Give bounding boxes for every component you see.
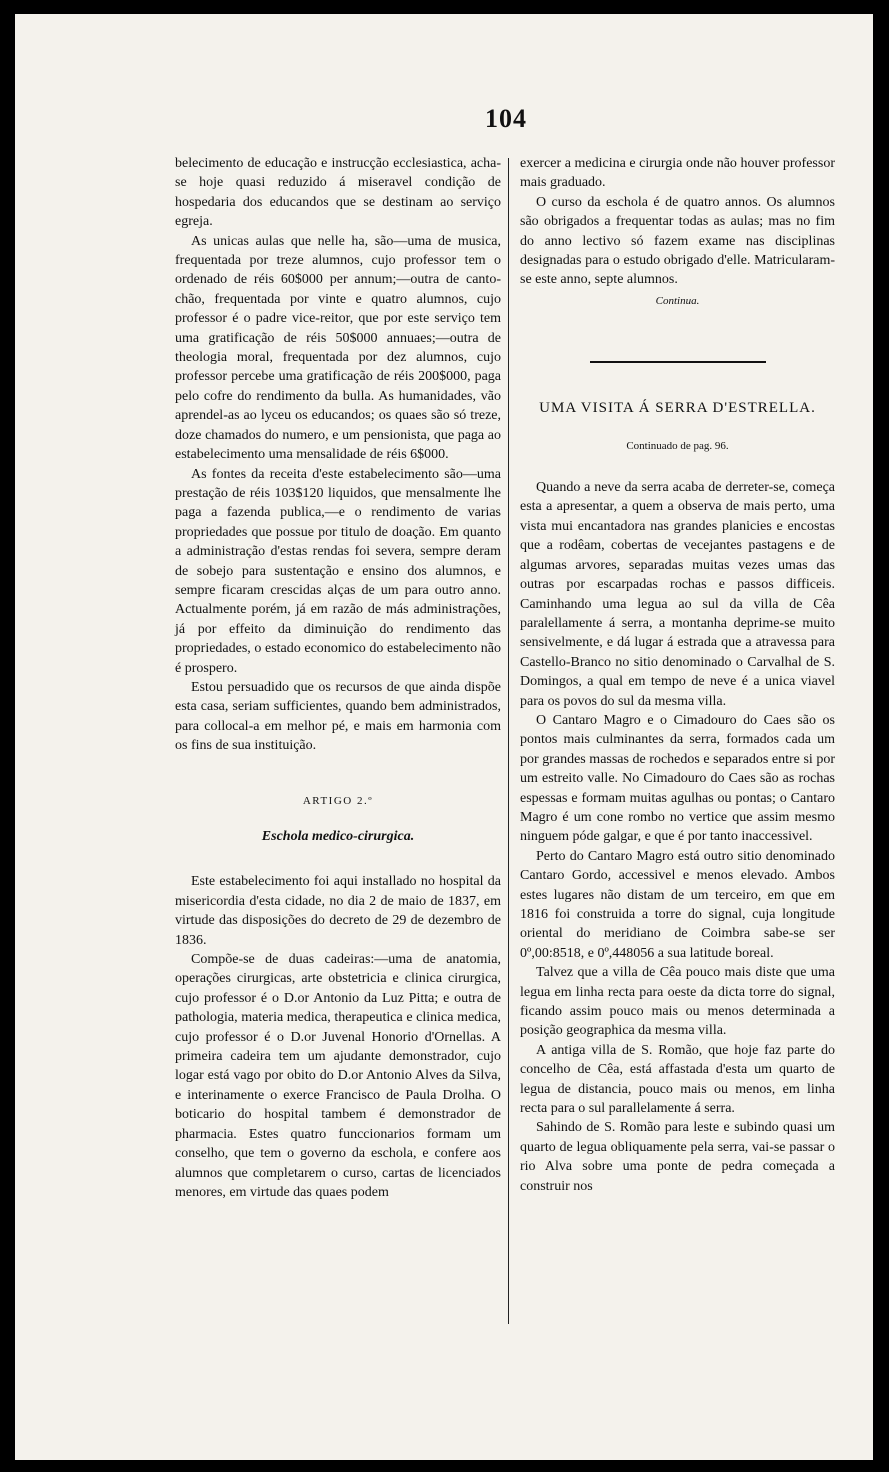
paragraph: Este estabelecimento foi aqui installado no hospital da misericordia d'esta cidade, no dia 2 de maio de 1837, em virtude das disposições do decreto de 29 de dezembro de 1836.	[175, 874, 501, 948]
page-number: 104	[485, 104, 527, 133]
paragraph: A antiga villa de S. Romão, que hoje faz parte do concelho de Cêa, está affastada d'esta um quarto de legua de distancia, pouco mais ou menos, em linha recta para o sul parallelamente á serra.	[520, 1042, 835, 1117]
paragraph: belecimento de educação e instrucção ecclesiastica, acha-se hoje quasi reduzido á miseravel condição de hospedaria dos educandos que se destinam ao serviço egreja.	[175, 156, 501, 230]
paragraph: Quando a neve da serra acaba de derreter-se, começa esta a apresentar, a quem a observa de mais perto, uma vista mui encantadora nas grandes planicies e encostas que a rodêam, cobertas de vecejantes pastagens e de algumas arvores, separadas muitas vezes umas das outras por escarpadas rochas e passos difficeis. Caminhando uma legua ao sul da villa de Cêa paralellamente á serra, a montanha deprime-se muito sensivelmente, e dá lugar á estrada que a atravessa para Castello-Branco no sitio denominado o Carvalhal de S. Domingos, a qual em tempo de neve é a unica viavel para os povos do sul da mesma villa.	[520, 480, 835, 709]
paragraph: Estou persuadido que os recursos de que ainda dispõe esta casa, seriam sufficientes, quando bem administrados, para collocal-a em melhor pé, e mais em harmonia com os fins de sua instituição.	[175, 679, 501, 754]
column-divider	[508, 158, 509, 1324]
paragraph: O curso da eschola é de quatro annos. Os alumnos são obrigados a frequentar todas as aulas; mas no fim do anno lectivo só fazem exame nas disciplinas designadas para o estudo obrigado d'elle. Matricularam-se este anno, septe alumnos.	[520, 194, 835, 288]
article-subheading: Eschola medico-cirurgica.	[261, 829, 415, 844]
paragraph: As fontes da receita d'este estabelecimento são—uma prestação de réis 103$120 liquidos, que mensalmente lhe paga a fazenda publica,—e o rendimento de varias propriedades que possue por titulo de doação. Em quanto a administração d'estas rendas foi severa, sempre deram de sobejo para sustentação e ensino dos alumnos, e sempre ficaram crescidas alças de um para outro anno. Actualmente porém, já em razão de más administrações, já por effeito da diminuição do rendimento das propriedades, o estado economico do estabelecimento não é prospero.	[175, 466, 501, 676]
paragraph: Sahindo de S. Romão para leste e subindo quasi um quarto de legua obliquamente pela serra, vai-se passar o rio Alva sobre uma ponte de pedra começada a construir nos	[520, 1120, 835, 1194]
continua-note: Continua.	[655, 294, 700, 307]
paragraph: O Cantaro Magro e o Cimadouro do Caes são os pontos mais culminantes da serra, formados cada um por grandes massas de rochedos e separados entre si por um estreito valle. No Cimadouro do Caes são as rochas espessas e formam muitas agulhas ou pontas; o Cantaro Magro é um cone rombo no vertice que assim mesmo ninguem póde galgar, e que é por tanto inaccessivel.	[520, 712, 835, 845]
section-divider	[590, 361, 766, 363]
article-title: UMA VISITA Á SERRA D'ESTRELLA.	[539, 400, 816, 417]
paragraph: Perto do Cantaro Magro está outro sitio denominado Cantaro Gordo, accessivel e menos elevado. Ambos estes lugares não distam de um terceiro, em que em 1816 foi construida a torre do signal, cuja longitude oriental do meridiano de Coimbra sabe-se ser 0º,00:8518, e 0º,448056 a sua latitude boreal.	[520, 848, 835, 961]
paragraph: Compõe-se de duas cadeiras:—uma de anatomia, operações cirurgicas, arte obstetricia e clinica cirurgica, cujo professor é o D.or Antonio da Luz Pitta; e outra de pathologia, materia medica, therapeutica e clinica medica, cujo professor é o D.or Juvenal Honorio d'Ornellas. A primeira cadeira tem um ajudante demonstrador, cujo logar está vago por obito do D.or Antonio Alves da Silva, e interinamente o exerce Francisco de Paula Drolha. O boticario do hospital tambem é demonstrador de pharmacia. Estes quatro funccionarios formam um conselho, que tem o governo da eschola, e confere aos alumnos que completarem o curso, cartas de licenciados menores, em virtude das quaes podem	[175, 952, 501, 1200]
right-column	[520, 154, 835, 1196]
paragraph: exercer a medicina e cirurgia onde não houver professor mais graduado.	[520, 156, 835, 191]
article-heading: ARTIGO 2.º	[302, 794, 374, 807]
scanned-page	[15, 14, 873, 1460]
paragraph: Talvez que a villa de Cêa pouco mais diste que uma legua em linha recta para oeste da dicta torre do signal, ficando assim pouco mais ou menos determinada a posição geographica da mesma villa.	[520, 965, 835, 1039]
continued-note: Continuado de pag. 96.	[626, 439, 729, 452]
paragraph: As unicas aulas que nelle ha, são—uma de musica, frequentada por treze alumnos, cujo professor tem o ordenado de réis 60$000 per annum;—outra de canto-chão, frequentada por vinte e quatro alumnos, cujo professor é o padre vice-reitor, que por este serviço tem uma gratificação de réis 50$000 annuaes;—outra de theologia moral, frequentada por dez alumnos, cujo professor percebe uma gratificação de réis 200$000, paga pelo cofre do rendimento da bulla. As humanidades, vão aprendel-as ao lyceu os educandos; os quaes são só treze, doze chamados do numero, e um pensionista, que paga ao estabelecimento uma mensalidade de réis 6$000.	[175, 233, 501, 463]
left-column	[175, 154, 501, 1202]
